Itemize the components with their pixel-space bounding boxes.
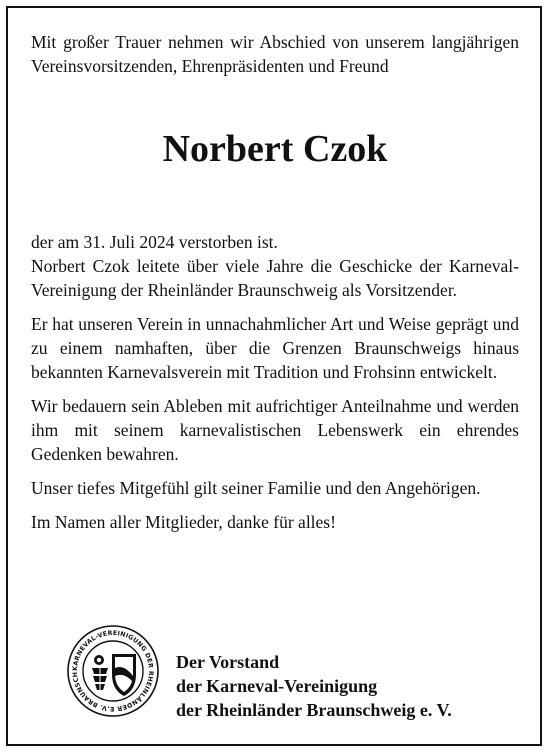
paragraph-death-date: der am 31. Juli 2024 verstorben ist. (31, 232, 278, 252)
paragraph-role: Norbert Czok leitete über viele Jahre die Geschicke der Karneval-Vereinigung der Rheinländer Braunschweig als Vorsitzender. (31, 256, 519, 300)
paragraph-legacy: Er hat unseren Verein in unnachahmlicher Art und Weise geprägt und zu einem namhaften, über die Grenzen Braunschweigs hinaus bekannten Karnevalsverein mit Tradition und Frohsinn entwickelt. (31, 314, 519, 382)
intro-text: Mit großer Trauer nehmen wir Abschied von unserem langjährigen Vereinsvorsitzenden, Ehrenpräsidenten und Freund (31, 32, 519, 76)
club-seal-icon (66, 624, 160, 718)
svg-text:KARNEVAL-VEREINIGUNG DER RHEIN (66, 624, 154, 712)
paragraph-thanks: Im Namen aller Mitglieder, danke für alles! (31, 512, 336, 532)
notice-body (31, 230, 519, 544)
signature-line-association: der Karneval-Vereinigung (176, 676, 378, 696)
signature-block (176, 650, 452, 722)
signature-line-board: Der Vorstand (176, 652, 280, 672)
seal-ring-text: KARNEVAL-VEREINIGUNG DER RHEINLÄNDER E.V. BRAUNSCH (71, 629, 155, 713)
paragraph-condolence: Wir bedauern sein Ableben mit aufrichtiger Anteilnahme und werden ihm mit seinem karnevalistischen Lebenswerk ein ehrendes Gedenken bewahren. (31, 396, 519, 464)
paragraph-sympathy: Unser tiefes Mitgefühl gilt seiner Familie und den Angehörigen. (31, 478, 481, 498)
signature-line-city: der Rheinländer Braunschweig e. V. (176, 700, 452, 720)
deceased-name: Norbert Czok (162, 128, 388, 170)
